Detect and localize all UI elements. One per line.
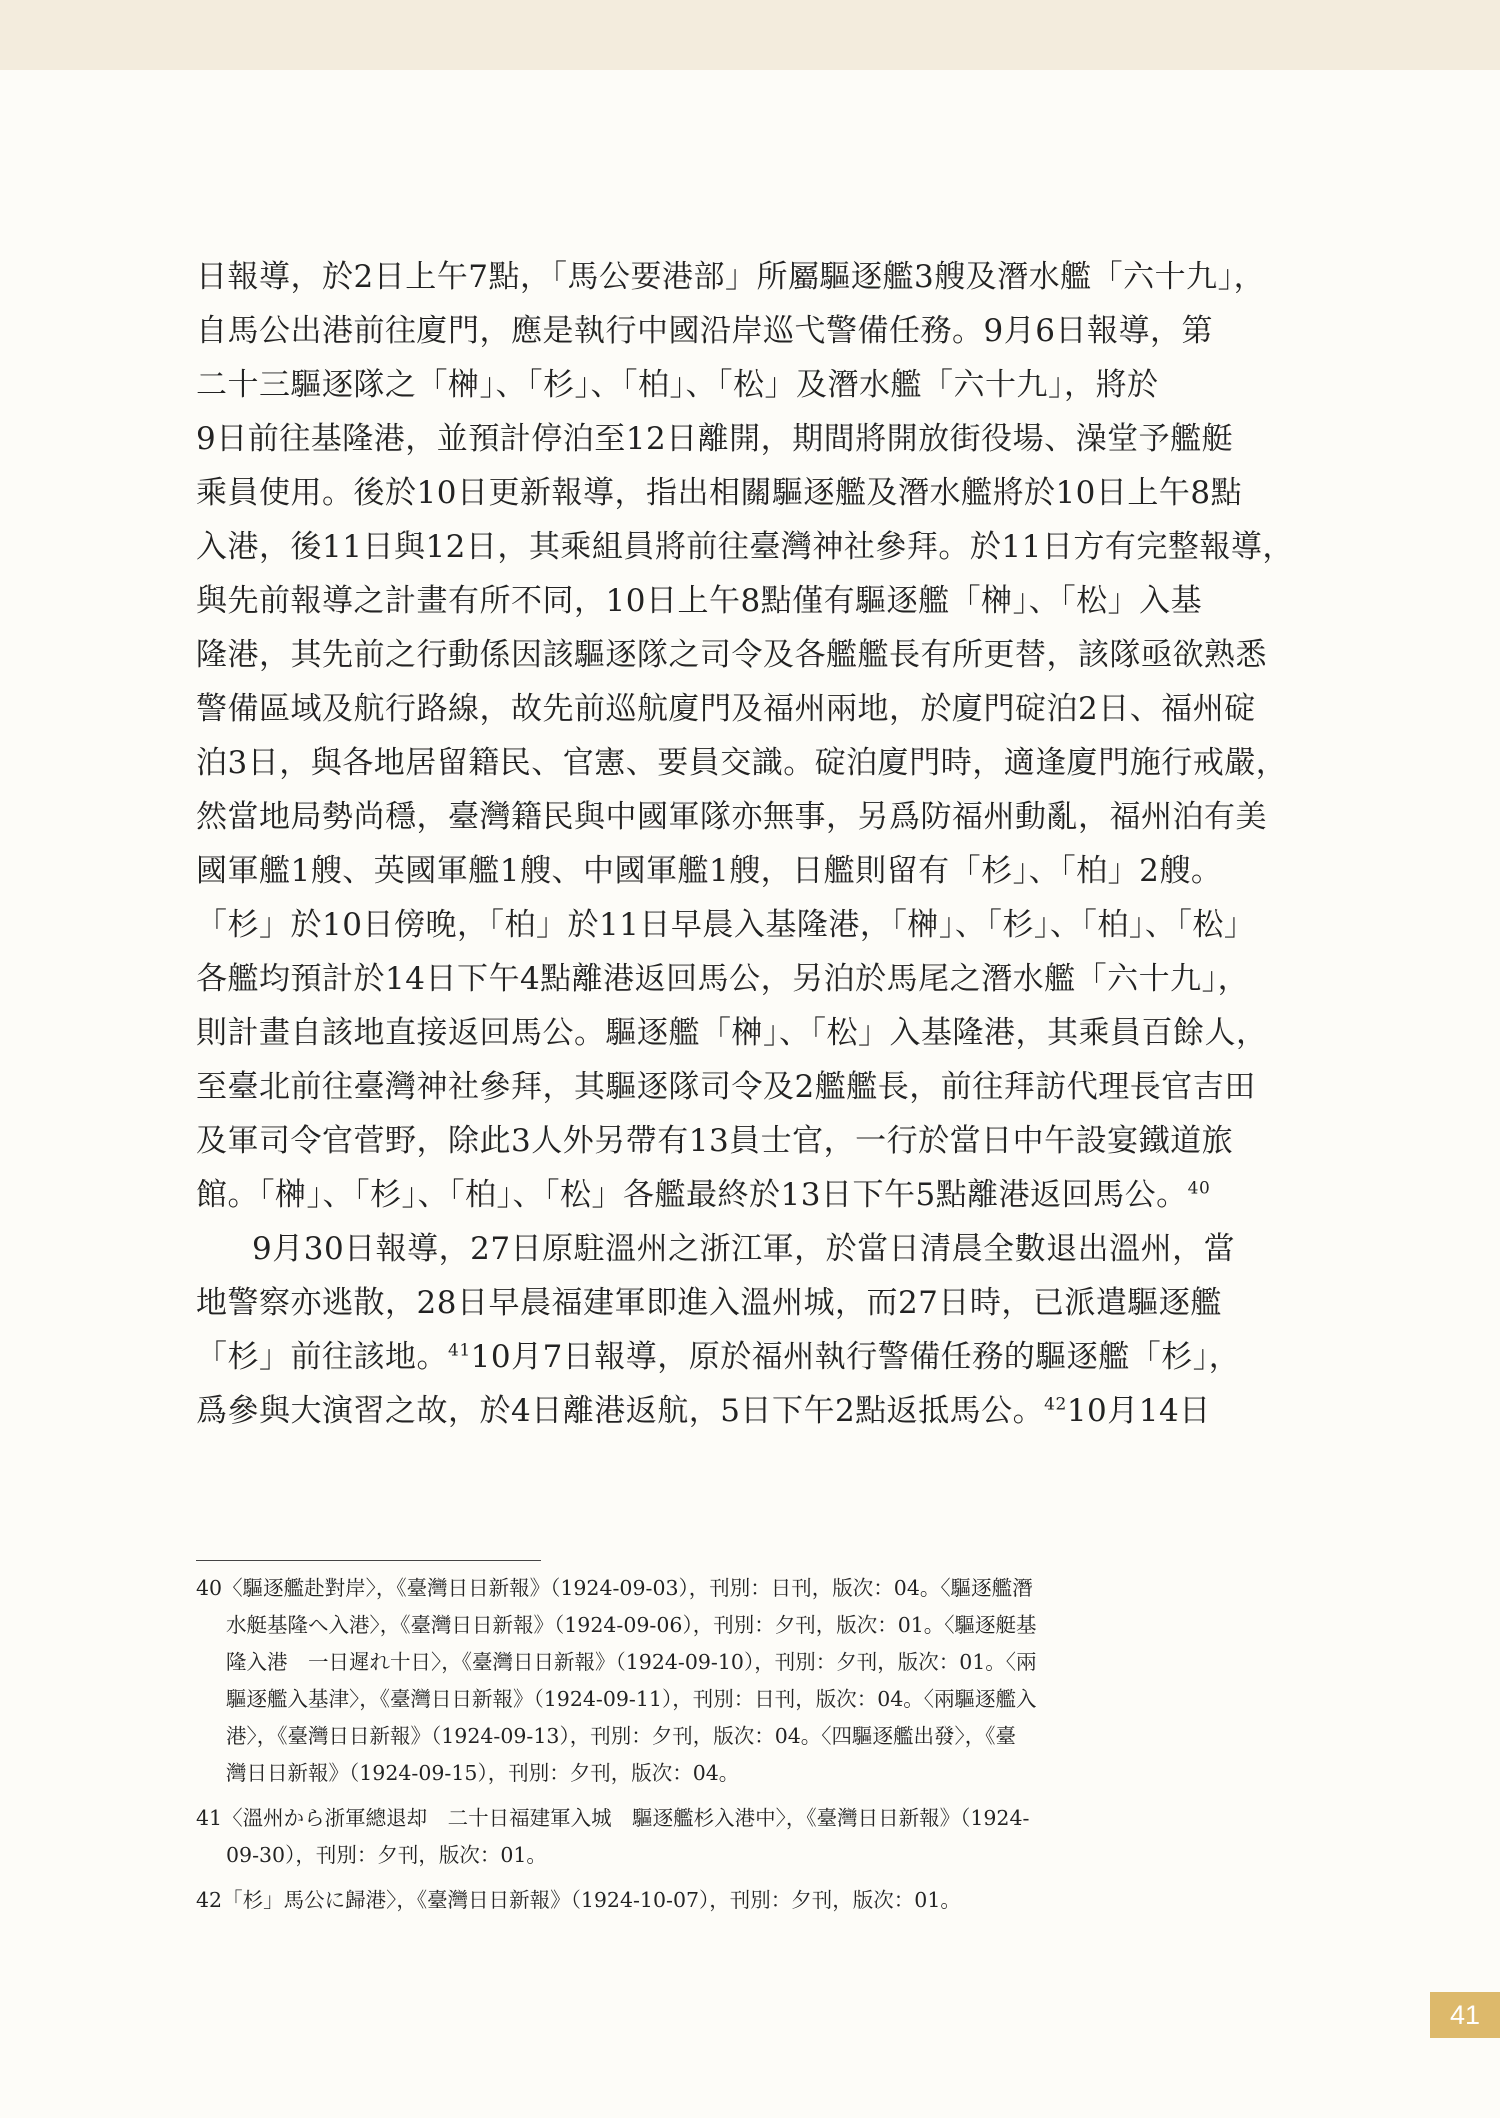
text-line-content: 館。「榊」、「杉」、「柏」、「松」各艦最終於13日下午5點離港返回馬公。 — [196, 1177, 1188, 1213]
text-line: 地警察亦逃散，28日早晨福建軍即進入溫州城，而27日時，已派遣驅逐艦 — [196, 1285, 1222, 1321]
text-segment: 10月7日報導，原於福州執行警備任務的驅逐艦「杉」， — [470, 1339, 1241, 1375]
text-line: 泊3日，與各地居留籍民、官憲、要員交識。碇泊廈門時，適逢廈門施行戒嚴， — [196, 745, 1288, 781]
footnote-40-cont: 隆入港 一日遲れ十日〉，《臺灣日日新報》（1924-09-10），刊別：夕刊，版次：01。〈兩 — [226, 1650, 1037, 1674]
text-line: 至臺北前往臺灣神社參拜，其驅逐隊司令及2艦艦長，前往拜訪代理長官吉田 — [196, 1069, 1256, 1105]
text-line: 隆港，其先前之行動係因該驅逐隊之司令及各艦艦長有所更替，該隊亟欲熟悉 — [196, 637, 1267, 673]
text-line: 與先前報導之計畫有所不同，10日上午8點僅有驅逐艦「榊」、「松」入基 — [196, 583, 1203, 619]
top-band — [0, 0, 1500, 70]
text-line: 乘員使用。後於10日更新報導，指出相關驅逐艦及潛水艦將於10日上午8點 — [196, 475, 1243, 511]
text-line: 二十三驅逐隊之「榊」、「杉」、「柏」、「松」及潛水艦「六十九」，將於 — [196, 367, 1159, 403]
text-line: 國軍艦1艘、英國軍艦1艘、中國軍艦1艘，日艦則留有「杉」、「柏」2艘。 — [196, 853, 1223, 889]
text-line: 自馬公出港前往廈門，應是執行中國沿岸巡弋警備任務。9月6日報導，第 — [196, 313, 1213, 349]
body-text — [196, 250, 1316, 1438]
text-line: 及軍司令官菅野，除此3人外另帶有13員士官，一行於當日中午設宴鐵道旅 — [196, 1123, 1234, 1159]
footnote-41: 41〈溫州から浙軍總退却 二十日福建軍入城 驅逐艦杉入港中〉，《臺灣日日新報》（1924- — [196, 1806, 1030, 1830]
footnote-ref-42[interactable]: 42 — [1044, 1394, 1067, 1415]
text-segment: 爲參與大演習之故，於4日離港返航，5日下午2點返抵馬公。 — [196, 1393, 1045, 1429]
text-line: 各艦均預計於14日下午4點離港返回馬公，另泊於馬尾之潛水艦「六十九」， — [196, 961, 1250, 997]
text-line: 則計畫自該地直接返回馬公。驅逐艦「榊」、「松」入基隆港，其乘員百餘人， — [196, 1015, 1268, 1051]
footnote-divider — [196, 1560, 541, 1561]
footnote-40-cont: 灣日日新報》（1924-09-15），刊別：夕刊，版次：04。 — [226, 1761, 740, 1785]
text-line — [196, 1330, 1316, 1384]
text-segment: 10月14日 — [1066, 1393, 1211, 1429]
footnote-40: 40〈驅逐艦赴對岸〉，《臺灣日日新報》（1924-09-03），刊別：日刊，版次：04。〈驅逐艦潛 — [196, 1576, 1033, 1600]
footnote-40-cont: 驅逐艦入基津〉，《臺灣日日新報》（1924-09-11），刊別：日刊，版次：04。〈兩驅逐艦入 — [226, 1687, 1037, 1711]
text-line: 然當地局勢尚穩，臺灣籍民與中國軍隊亦無事，另爲防福州動亂，福州泊有美 — [196, 799, 1267, 835]
text-line: 9日前往基隆港，並預計停泊至12日離開，期間將開放街役場、澡堂予艦艇 — [196, 421, 1234, 457]
paragraph-start-line: 9月30日報導，27日原駐溫州之浙江軍，於當日清晨全數退出溫州，當 — [252, 1231, 1236, 1267]
text-line — [196, 1168, 1316, 1222]
footnote-ref-40[interactable]: 40 — [1187, 1178, 1211, 1199]
text-line: 日報導，於2日上午7點，「馬公要港部」所屬驅逐艦3艘及潛水艦「六十九」， — [196, 259, 1266, 295]
footnote-41-cont: 09-30），刊別：夕刊，版次：01。 — [226, 1843, 547, 1867]
text-line — [196, 1384, 1316, 1438]
footnote-40-cont: 港〉，《臺灣日日新報》（1924-09-13），刊別：夕刊，版次：04。〈四驅逐艦出發〉，《臺 — [226, 1724, 1017, 1748]
footnote-42: 42「杉」馬公に歸港〉，《臺灣日日新報》（1924-10-07），刊別：夕刊，版次：01。 — [196, 1888, 961, 1912]
page-number: 41 — [1430, 1992, 1500, 2038]
footnote-40-cont: 水艇基隆へ入港〉，《臺灣日日新報》（1924-09-06），刊別：夕刊，版次：01。〈驅逐艇基 — [226, 1613, 1037, 1637]
footnote-ref-41[interactable]: 41 — [448, 1340, 471, 1361]
text-line: 警備區域及航行路線，故先前巡航廈門及福州兩地，於廈門碇泊2日、福州碇 — [196, 691, 1256, 727]
text-line: 入港，後11日與12日，其乘組員將前往臺灣神社參拜。於11日方有完整報導， — [196, 529, 1294, 565]
footnotes — [196, 1570, 1316, 1919]
text-segment: 「杉」前往該地。 — [196, 1339, 448, 1375]
text-line: 「杉」於10日傍晚，「柏」於11日早晨入基隆港，「榊」、「杉」、「柏」、「松」 — [196, 907, 1256, 943]
